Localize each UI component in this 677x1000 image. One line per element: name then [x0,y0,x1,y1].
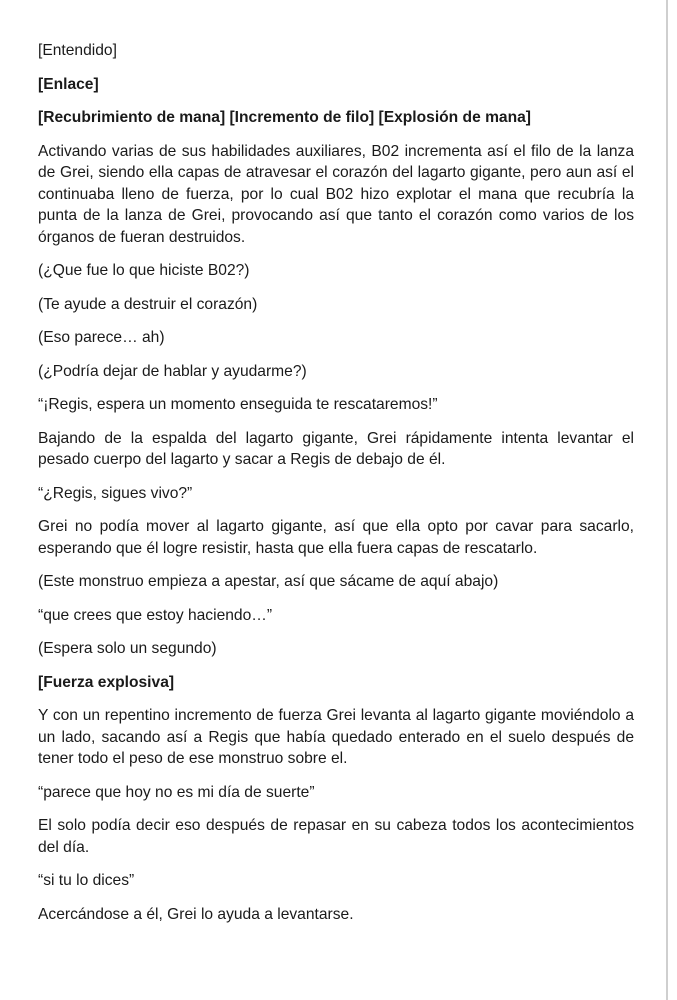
paragraph: (¿Podría dejar de hablar y ayudarme?) [38,362,307,380]
paragraph: Activando varias de sus habilidades auxiliares, B02 incrementa así el filo de la lanza de Grei, siendo ella capas de atravesar el corazón del lagarto gigante, pero aun así el continuaba lleno de fuerza, por lo cual B02 hizo explotar el mana que recubría la punta de la lanza de Grei, provocando así que tanto el corazón como varios de los órganos de fueran destruidos. [38,142,634,246]
paragraph: “que crees que estoy haciendo…” [38,606,273,624]
paragraph: (Espera solo un segundo) [38,640,217,657]
paragraph: “¿Regis, sigues vivo?” [38,484,193,502]
paragraph: “si tu lo dices” [38,872,135,889]
paragraph: Grei no podía mover al lagarto gigante, así que ella opto por cavar para sacarlo, esperando que él logre resistir, hasta que ella fuera capas de rescatarlo. [38,518,634,557]
paragraph: (Este monstruo empieza a apestar, así que sácame de aquí abajo) [38,573,499,590]
system-message: [Fuerza explosiva] [38,673,175,691]
paragraph: (Eso parece… ah) [38,329,165,346]
paragraph: “¡Regis, espera un momento enseguida te rescataremos!” [38,396,438,413]
paragraph: Acercándose a él, Grei lo ayuda a levantarse. [38,905,354,923]
paragraph: Y con un repentino incremento de fuerza Grei levanta al lagarto gigante moviéndolo a un lado, sacando así a Regis que había quedado enterado en el suelo después de tener todo el peso de ese monstruo sobre el. [38,707,634,767]
paragraph: El solo podía decir eso después de repasar en su cabeza todos los acontecimientos del día. [38,817,634,856]
document-body [38,40,634,937]
paragraph: (Te ayude a destruir el corazón) [38,295,258,313]
paragraph: “parece que hoy no es mi día de suerte” [38,783,315,801]
system-message: [Recubrimiento de mana] [Incremento de filo] [Explosión de mana] [38,109,532,126]
paragraph: (¿Que fue lo que hiciste B02?) [38,262,250,279]
paragraph: [Entendido] [38,42,117,59]
system-message: [Enlace] [38,75,99,93]
paragraph: Bajando de la espalda del lagarto gigante, Grei rápidamente intenta levantar el pesado cuerpo del lagarto y sacar a Regis de debajo de él. [38,429,634,468]
